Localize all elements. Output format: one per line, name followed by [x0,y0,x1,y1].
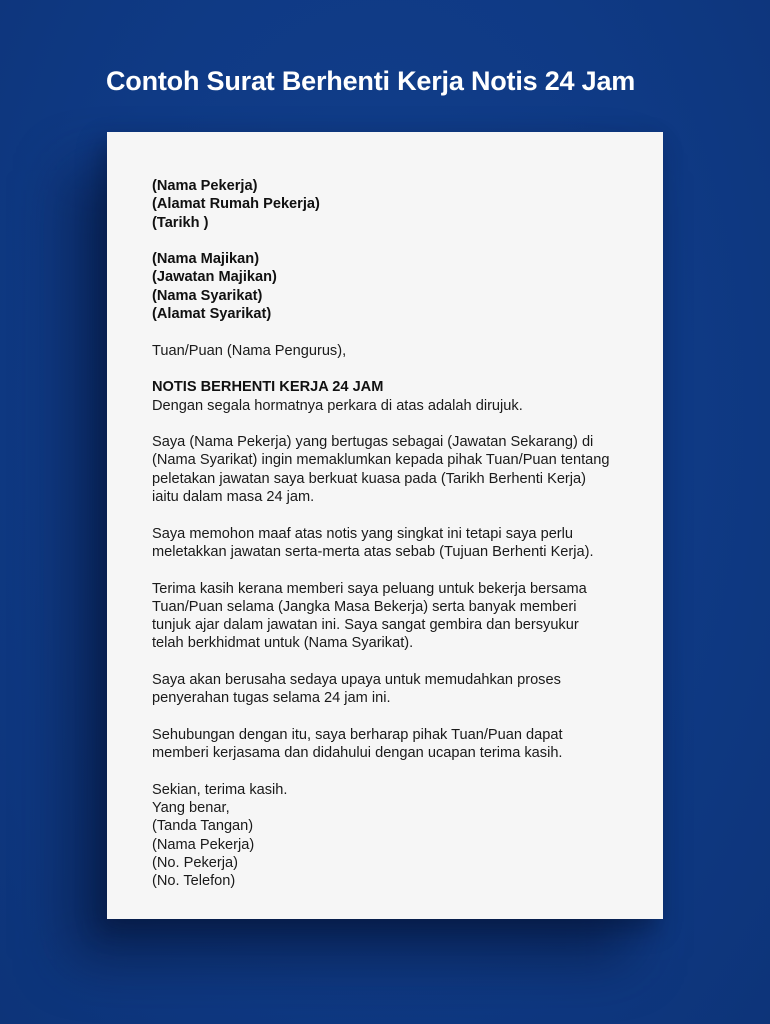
paragraph-line: peletakan jawatan saya berkuat kuasa pada (Tarikh Berhenti Kerja) [152,470,587,487]
company-address: (Alamat Syarikat) [152,306,272,323]
spacer [152,708,632,726]
letter-date: (Tarikh ) [152,214,209,231]
spacer [152,561,632,579]
paragraph-line: (Nama Syarikat) ingin memaklumkan kepada pihak Tuan/Puan tentang [152,452,610,469]
paragraph-line: meletakkan jawatan serta-merta atas sebab (Tujuan Berhenti Kerja). [152,543,594,560]
salutation: Tuan/Puan (Nama Pengurus), [152,342,347,359]
paragraph-apology [152,525,632,562]
spacer [152,415,632,433]
spacer [152,323,632,341]
paragraph-line: telah berkhidmat untuk (Nama Syarikat). [152,635,414,652]
employer-name: (Nama Majikan) [152,251,260,268]
paragraph-line: iaitu dalam masa 24 jam. [152,489,315,506]
employer-position: (Jawatan Majikan) [152,269,277,286]
spacer [152,763,632,781]
phone-number: (No. Telefon) [152,873,236,890]
signature-placeholder: (Tanda Tangan) [152,818,254,835]
paragraph-line: Saya (Nama Pekerja) yang bertugas sebagai (Jawatan Sekarang) di [152,434,594,451]
letter-subject: NOTIS BERHENTI KERJA 24 JAM [152,379,384,396]
employee-number: (No. Pekerja) [152,854,238,871]
spacer [152,506,632,524]
spacer [152,360,632,378]
paragraph-line: penyerahan tugas selama 24 jam ini. [152,690,391,707]
spacer [152,653,632,671]
letter-body [152,177,632,891]
sender-block [152,177,632,232]
paragraph-line: Sehubungan dengan itu, saya berharap pihak Tuan/Puan dapat [152,726,563,743]
company-name: (Nama Syarikat) [152,287,263,304]
sender-name: (Nama Pekerja) [152,178,258,194]
closing-yang-benar: Yang benar, [152,800,230,817]
letter-paper [107,132,663,919]
paragraph-handover [152,671,632,708]
paragraph-line: memberi kerjasama dan didahului dengan ucapan terima kasih. [152,745,563,762]
signer-name: (Nama Pekerja) [152,836,255,853]
opening-line: Dengan segala hormatnya perkara di atas adalah dirujuk. [152,397,523,414]
spacer [152,232,632,250]
paragraph-line: Saya memohon maaf atas notis yang singkat ini tetapi saya perlu [152,525,574,542]
paragraph-line: Saya akan berusaha sedaya upaya untuk memudahkan proses [152,672,561,689]
recipient-block [152,250,632,323]
paragraph-line: tunjuk ajar dalam jawatan ini. Saya sangat gembira dan bersyukur [152,617,579,634]
closing-line: Sekian, terima kasih. [152,781,288,798]
sender-address: (Alamat Rumah Pekerja) [152,196,320,213]
paragraph-line: Tuan/Puan selama (Jangka Masa Bekerja) serta banyak memberi [152,598,577,615]
paragraph-line: Terima kasih kerana memberi saya peluang untuk bekerja bersama [152,580,587,597]
paragraph-gratitude [152,580,632,653]
page-title: Contoh Surat Berhenti Kerja Notis 24 Jam [106,66,636,96]
paragraph-resignation-notice [152,433,632,506]
closing-block [152,781,632,891]
paragraph-cooperation [152,726,632,763]
